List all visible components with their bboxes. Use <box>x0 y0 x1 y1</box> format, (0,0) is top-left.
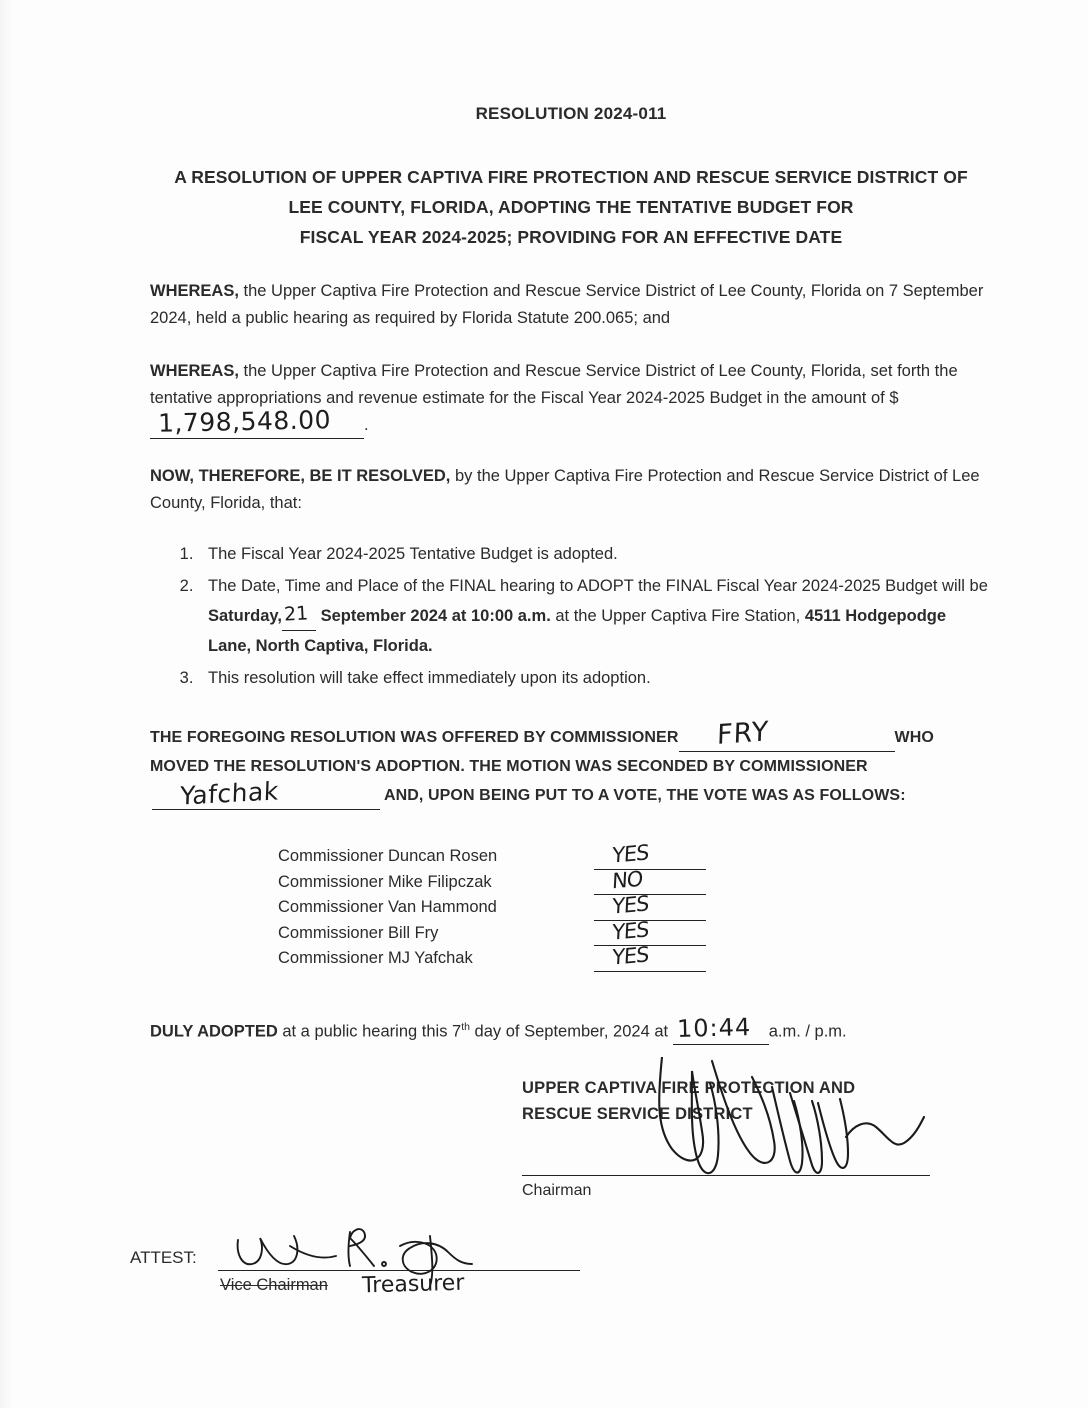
scan-edge-shadow <box>0 0 14 1408</box>
resolved-lead: NOW, THEREFORE, BE IT RESOLVED, <box>150 467 451 485</box>
motion-line-2: MOVED THE RESOLUTION'S ADOPTION. THE MOTION WAS SECONDED BY COMMISSIONER <box>150 758 868 775</box>
final-hearing-day-handwritten: 21 <box>283 602 309 626</box>
duly-adopted-line <box>150 1014 992 1046</box>
item-2-bold-c: 4511 Hodgepodge Lane, North Captiva, Florida. <box>208 607 947 655</box>
duly-adopted-text-c: a.m. / p.m. <box>768 1022 847 1040</box>
document-body <box>130 0 992 1299</box>
commissioner-name: Commissioner MJ Yafchak <box>278 949 473 967</box>
motion-block <box>150 716 992 811</box>
table-row <box>278 891 992 921</box>
whereas-1-text: the Upper Captiva Fire Protection and Rescue Service District of Lee County, Florida on 7 September 2024, held a public hearing as required by Florida Statute 200.065; and <box>150 282 984 327</box>
item-2-text-a: The Date, Time and Place of the FINAL hearing to ADOPT the FINAL Fiscal Year 2024-2025 Budget will be <box>208 577 988 595</box>
whereas-paragraph-1 <box>150 278 992 332</box>
subtitle-line-3: FISCAL YEAR 2024-2025; PROVIDING FOR AN EFFECTIVE DATE <box>299 227 843 247</box>
subtitle-line-2: LEE COUNTY, FLORIDA, ADOPTING THE TENTATIVE BUDGET FOR <box>288 197 854 217</box>
list-item <box>198 663 992 693</box>
vote-blank[interactable] <box>594 891 706 921</box>
district-name-line-2: RESCUE SERVICE DISTRICT <box>522 1105 753 1123</box>
item-2-text-b: at the Upper Captiva Fire Station, <box>550 607 805 625</box>
commissioner-name: Commissioner Mike Filipczak <box>278 872 492 891</box>
motion-line-3-post: AND, UPON BEING PUT TO A VOTE, THE VOTE WAS AS FOLLOWS: <box>383 787 906 804</box>
vote-blank[interactable] <box>594 840 706 870</box>
item-3-text: This resolution will take effect immediately upon its adoption. <box>208 669 651 687</box>
vote-handwritten: YES <box>611 942 650 970</box>
vote-handwritten: NO <box>611 866 643 893</box>
chairman-role-label: Chairman <box>522 1182 592 1199</box>
whereas-2-lead: WHEREAS, <box>150 362 239 380</box>
attest-role-handwritten: Treasurer <box>361 1270 465 1299</box>
seconded-by-handwritten: Yafchak <box>179 776 280 811</box>
district-name-line-1: UPPER CAPTIVA FIRE PROTECTION AND <box>522 1079 856 1097</box>
resolved-text: by the Upper Captiva Fire Protection and Rescue Service District of Lee County, Florida, that: <box>150 467 980 512</box>
budget-amount-blank[interactable] <box>150 405 364 439</box>
page-title: RESOLUTION 2024-011 <box>475 104 667 123</box>
offered-by-handwritten: FRY <box>716 716 770 751</box>
vote-handwritten: YES <box>611 840 650 868</box>
commissioner-name: Commissioner Van Hammond <box>278 898 497 916</box>
subtitle-line-1: A RESOLUTION OF UPPER CAPTIVA FIRE PROTECTION AND RESCUE SERVICE DISTRICT OF <box>174 167 968 187</box>
resolution-items-list <box>150 539 992 693</box>
budget-amount-handwritten: 1,798,548.00 <box>157 405 332 438</box>
list-item <box>198 539 992 569</box>
seconded-by-blank[interactable] <box>152 776 380 811</box>
duly-adopted-lead: DULY ADOPTED <box>150 1022 278 1040</box>
vote-blank[interactable] <box>594 916 706 946</box>
signature-block <box>522 1075 992 1200</box>
vote-blank[interactable] <box>594 866 706 895</box>
motion-line-1-pre: THE FOREGOING RESOLUTION WAS OFFERED BY COMMISSIONER <box>150 729 679 746</box>
duly-adopted-text-b: day of September, 2024 at <box>469 1022 673 1040</box>
whereas-1-lead: WHEREAS, <box>150 282 239 300</box>
final-hearing-day-blank[interactable] <box>282 602 316 631</box>
whereas-2-text: the Upper Captiva Fire Protection and Rescue Service District of Lee County, Florida, set forth the tentative appropriations and revenue estimate for the Fiscal Year 2024-2025 Budget in the amount of $ <box>150 362 958 407</box>
commissioner-name: Commissioner Bill Fry <box>278 923 439 942</box>
list-item <box>198 571 992 661</box>
table-row <box>278 840 992 870</box>
vote-handwritten: YES <box>611 891 650 919</box>
vote-roll-table <box>278 840 992 972</box>
commissioner-name: Commissioner Duncan Rosen <box>278 847 498 865</box>
vote-blank[interactable] <box>594 942 706 972</box>
struck-role-label: Vice Chairman <box>220 1276 328 1294</box>
offered-by-blank[interactable] <box>679 716 895 752</box>
ordinal-suffix: th <box>461 1020 470 1033</box>
table-row <box>278 866 992 896</box>
motion-line-1-post: WHO <box>894 729 934 746</box>
resolved-paragraph <box>150 463 992 517</box>
item-2-bold-a: Saturday, <box>208 607 282 625</box>
duly-adopted-text-a: at a public hearing this 7 <box>277 1022 462 1040</box>
vote-handwritten: YES <box>611 916 650 945</box>
chairman-signature-line[interactable] <box>522 1175 930 1176</box>
district-name <box>522 1075 992 1127</box>
attest-signature-line[interactable] <box>218 1270 580 1271</box>
attest-label: ATTEST: <box>130 1248 197 1267</box>
item-2-bold-b: September 2024 at 10:00 a.m. <box>320 607 551 625</box>
adoption-time-blank[interactable] <box>673 1013 769 1045</box>
whereas-paragraph-2 <box>150 358 992 439</box>
document-subtitle <box>150 162 992 252</box>
table-row <box>278 942 992 972</box>
table-row <box>278 916 992 947</box>
whereas-2-trailing: . <box>364 416 369 434</box>
adoption-time-handwritten: 10:44 <box>676 1013 752 1043</box>
item-1-text: The Fiscal Year 2024-2025 Tentative Budget is adopted. <box>208 545 618 563</box>
